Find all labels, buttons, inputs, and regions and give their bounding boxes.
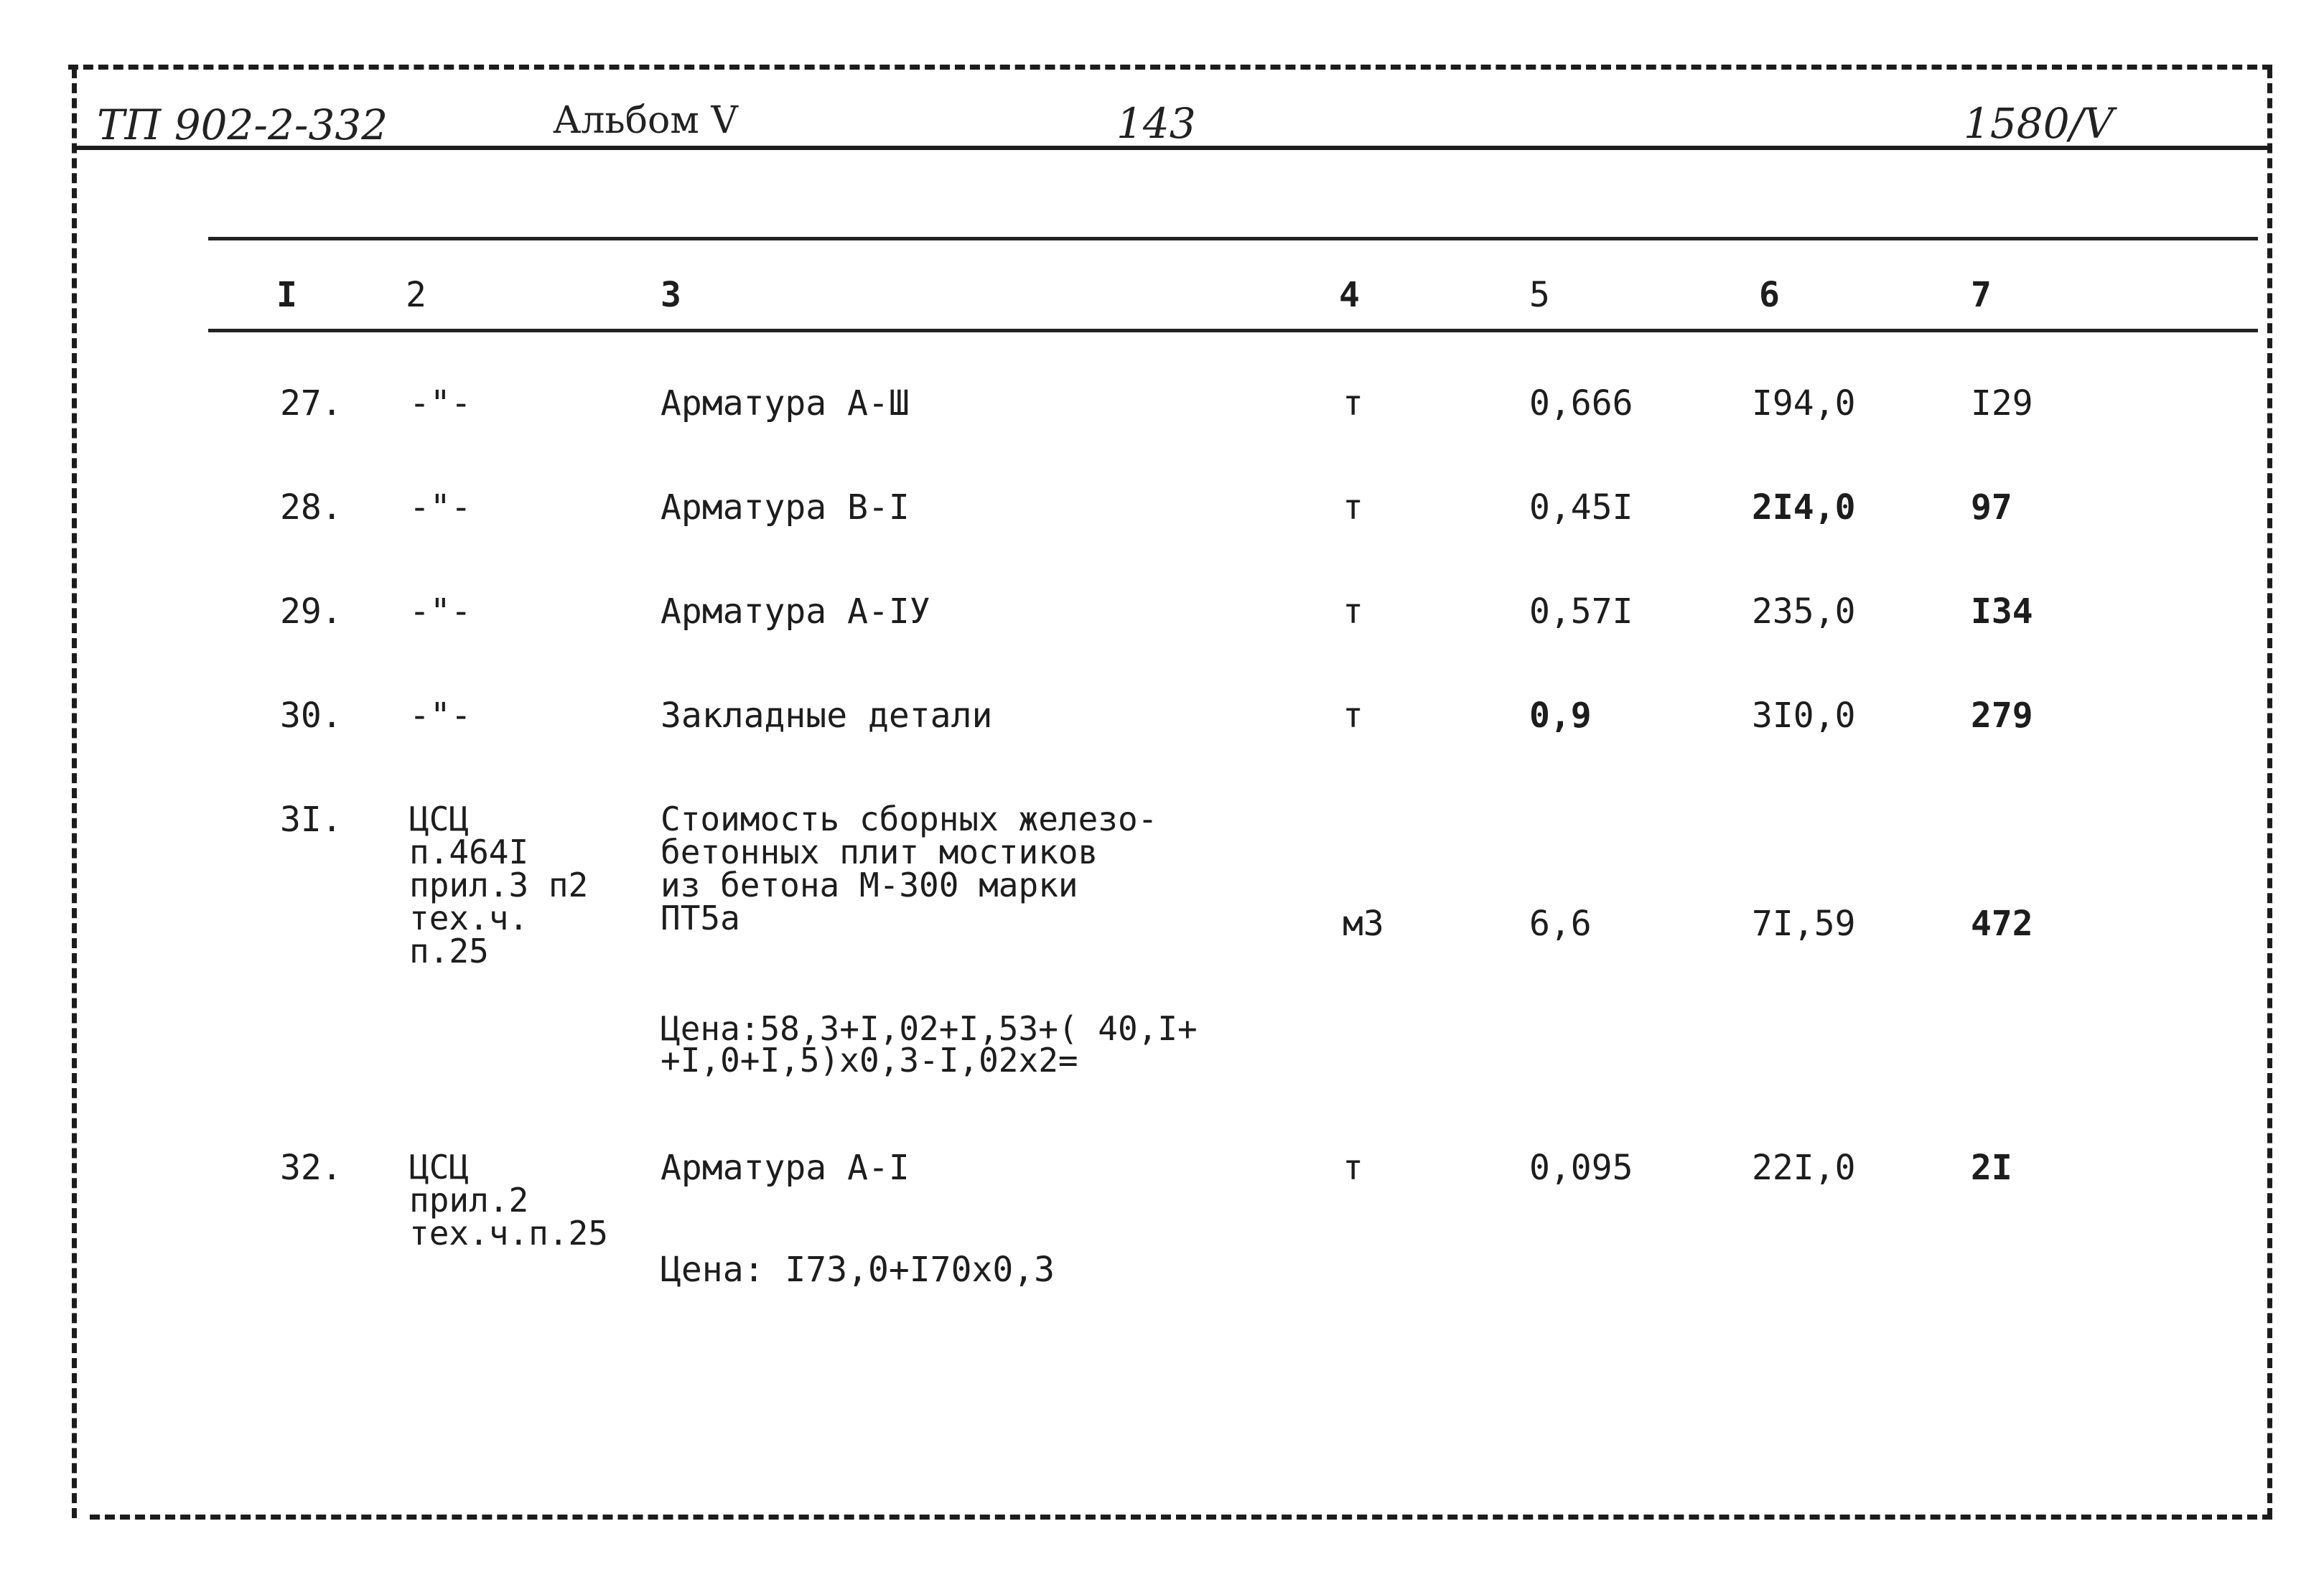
row-unit: т — [1343, 1148, 1363, 1188]
row-quantity: 0,57I — [1529, 591, 1633, 632]
row-reference-line: п.25 — [409, 932, 489, 970]
row-reference-line: ЦСЦ — [409, 800, 470, 838]
column-header-1: I — [276, 275, 297, 315]
row-price-note-line: +I,0+I,5)х0,3-I,02х2= — [661, 1041, 1078, 1080]
row-total: 279 — [1971, 696, 2033, 736]
row-total: I29 — [1971, 383, 2033, 424]
page-number: 143 — [1116, 99, 1196, 148]
row-total: 2I — [1971, 1148, 2012, 1188]
row-number: 32. — [280, 1148, 342, 1188]
column-header-6: 6 — [1759, 275, 1780, 315]
project-code: ТП 902-2-332 — [97, 100, 388, 149]
row-number: 29. — [280, 591, 342, 632]
row-reference-line: ЦСЦ — [409, 1148, 470, 1187]
row-unit: м3 — [1343, 904, 1384, 944]
column-header-2: 2 — [406, 275, 426, 315]
row-description-line: Стоимость сборных железо- — [661, 800, 1158, 838]
album-label: Альбом V — [553, 99, 738, 142]
row-price: 235,0 — [1752, 591, 1856, 632]
row-description-line: ПТ5а — [661, 899, 740, 937]
frame-right-border — [2267, 68, 2272, 1518]
row-reference-line: тех.ч. — [409, 899, 529, 937]
row-total: 97 — [1971, 487, 2012, 528]
row-price: 22I,0 — [1752, 1148, 1856, 1188]
frame-bottom-border — [90, 1515, 2272, 1520]
row-number: 28. — [280, 487, 342, 528]
row-description: Арматура А-IУ — [661, 591, 930, 632]
row-description: Закладные детали — [661, 696, 993, 736]
column-header-4: 4 — [1339, 275, 1360, 315]
row-description-line: из бетона М-300 марки — [661, 866, 1078, 904]
table-header-rule — [208, 329, 2258, 332]
row-price: 2I4,0 — [1752, 487, 1856, 528]
column-header-5: 5 — [1529, 275, 1550, 315]
row-total: 472 — [1971, 904, 2033, 944]
row-reference: -"- — [409, 591, 472, 632]
row-price: 7I,59 — [1752, 904, 1856, 944]
row-number: 30. — [280, 696, 342, 736]
frame-left-border — [72, 68, 77, 1518]
row-price: I94,0 — [1752, 383, 1856, 424]
row-unit: т — [1343, 591, 1363, 632]
row-description: Арматура А-I — [661, 1148, 910, 1188]
row-description: Арматура А-Ш — [661, 383, 910, 424]
frame-top-border — [68, 65, 2272, 70]
column-header-3: 3 — [661, 275, 681, 315]
row-reference: -"- — [409, 696, 472, 736]
table-top-rule — [208, 237, 2258, 240]
row-reference: -"- — [409, 383, 472, 424]
row-quantity: 6,6 — [1529, 904, 1592, 944]
row-unit: т — [1343, 383, 1363, 424]
row-reference: -"- — [409, 487, 472, 528]
row-number: 3I. — [280, 800, 342, 840]
row-reference-line: п.464I — [409, 833, 529, 871]
row-price-note: Цена: I73,0+I70х0,3 — [661, 1250, 1055, 1290]
sheet-code: 1580/V — [1964, 99, 2114, 148]
row-reference-line: прил.3 п2 — [409, 866, 589, 904]
row-reference-line: тех.ч.п.25 — [409, 1214, 608, 1253]
row-description-line: бетонных плит мостиков — [661, 833, 1098, 871]
row-reference-line: прил.2 — [409, 1181, 529, 1220]
row-unit: т — [1343, 696, 1363, 736]
row-price: 3I0,0 — [1752, 696, 1856, 736]
column-header-7: 7 — [1971, 275, 1992, 315]
row-price-note-line: Цена:58,3+I,02+I,53+( 40,I+ — [661, 1009, 1198, 1048]
row-quantity: 0,45I — [1529, 487, 1633, 528]
row-total: I34 — [1971, 591, 2033, 632]
row-description: Арматура В-I — [661, 487, 910, 528]
row-quantity: 0,095 — [1529, 1148, 1633, 1188]
row-quantity: 0,666 — [1529, 383, 1633, 424]
row-unit: т — [1343, 487, 1363, 528]
row-quantity: 0,9 — [1529, 696, 1592, 736]
row-number: 27. — [280, 383, 342, 424]
